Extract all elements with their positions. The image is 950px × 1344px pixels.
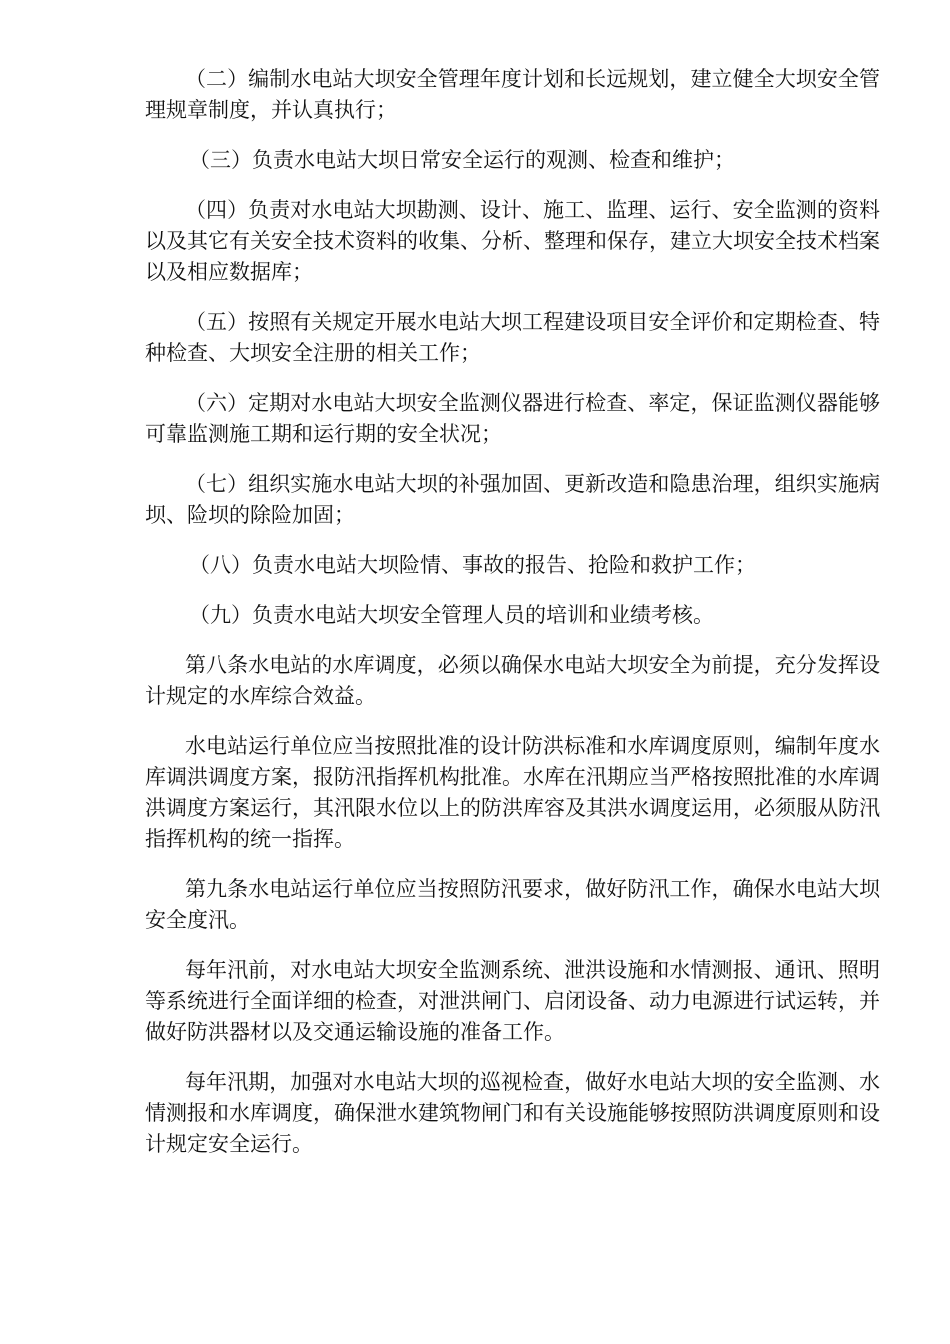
paragraph-item-6: （六）定期对水电站大坝安全监测仪器进行检查、率定，保证监测仪器能够可靠监测施工期和运行期的安全状况； [145,391,880,446]
document-page [145,64,880,1179]
paragraph-item-8: （八）负责水电站大坝险情、事故的报告、抢险和救护工作； [189,553,756,577]
article-8-paragraph: 第八条水电站的水库调度，必须以确保水电站大坝安全为前提，充分发挥设计规定的水库综合效益。 [145,653,880,708]
paragraph-item-5: （五）按照有关规定开展水电站大坝工程建设项目安全评价和定期检查、特种检查、大坝安全注册的相关工作； [145,310,880,365]
paragraph-item-9: （九）负责水电站大坝安全管理人员的培训和业绩考核。 [189,603,714,627]
article-9-pre-flood-paragraph: 每年汛前，对水电站大坝安全监测系统、泄洪设施和水情测报、通讯、照明等系统进行全面详细的检查，对泄洪闸门、启闭设备、动力电源进行试运转，并做好防洪器材以及交通运输设施的准备工作。 [145,958,880,1044]
article-8-detail-paragraph: 水电站运行单位应当按照批准的设计防洪标准和水库调度原则，编制年度水库调洪调度方案，报防汛指挥机构批准。水库在汛期应当严格按照批准的水库调洪调度方案运行，其汛限水位以上的防洪库容及其洪水调度运用，必须服从防汛指挥机构的统一指挥。 [145,734,880,851]
paragraph-item-7: （七）组织实施水电站大坝的补强加固、更新改造和隐患治理，组织实施病坝、险坝的除险加固； [145,472,880,527]
article-9-paragraph: 第九条水电站运行单位应当按照防汛要求，做好防汛工作，确保水电站大坝安全度汛。 [145,877,880,932]
article-9-flood-season-paragraph: 每年汛期，加强对水电站大坝的巡视检查，做好水电站大坝的安全监测、水情测报和水库调度，确保泄水建筑物闸门和有关设施能够按照防洪调度原则和设计规定安全运行。 [145,1070,880,1156]
paragraph-item-3: （三）负责水电站大坝日常安全运行的观测、检查和维护； [189,148,735,172]
paragraph-item-2: （二）编制水电站大坝安全管理年度计划和长远规划，建立健全大坝安全管理规章制度，并认真执行； [145,67,880,122]
paragraph-item-4: （四）负责对水电站大坝勘测、设计、施工、监理、运行、安全监测的资料以及其它有关安全技术资料的收集、分析、整理和保存，建立大坝安全技术档案以及相应数据库； [145,198,880,284]
